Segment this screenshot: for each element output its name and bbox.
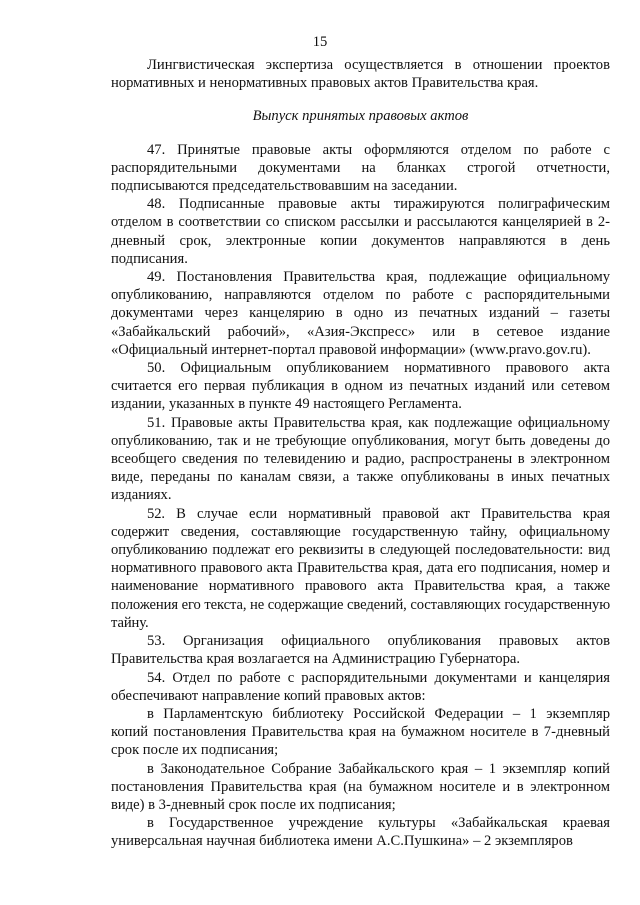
paragraph-53: 53. Организация официального опубликования правовых актов Правительства края возлагается на Администрацию Губернатора.: [111, 633, 610, 668]
intro-paragraph: Лингвистическая экспертиза осуществляется в отношении проектов нормативных и ненормативных правовых актов Правительства края.: [111, 57, 610, 92]
paragraph-49: 49. Постановления Правительства края, подлежащие официальному опубликованию, направляются отделом по работе с распорядительными документами через канцелярию в одно из печатных изданий – газеты «Забайкальский рабочий», «Азия-Экспресс» или в сетевое издание «Официальный интернет-портал правовой информации» (www.pravo.gov.ru).: [111, 269, 610, 358]
page-number: 15: [312, 34, 328, 50]
list-item-legislative-assembly: в Законодательное Собрание Забайкальского края – 1 экземпляр копий постановления Правительства края (на бумажном носителе и в электронном виде) в 3-дневный срок после их подписания;: [111, 760, 610, 813]
paragraph-48: 48. Подписанные правовые акты тиражируются полиграфическим отделом в соответствии со списком рассылки и рассылаются канцелярией в 2-дневный срок, электронные копии документов направляются в день подписания.: [111, 196, 610, 267]
list-item-state-library: в Государственное учреждение культуры «Забайкальская краевая универсальная научная библиотека имени А.С.Пушкина» – 2 экземпляров: [111, 815, 610, 850]
paragraph-47: 47. Принятые правовые акты оформляются отделом по работе с распорядительными документами на бланках строгой отчетности, подписываются председательствовавшим на заседании.: [111, 141, 610, 195]
list-item-parliament-library: в Парламентскую библиотеку Российской Федерации – 1 экземпляр копий постановления Правительства края на бумажном носителе в 7-дневный срок после их подписания;: [111, 705, 610, 759]
paragraph-52: 52. В случае если нормативный правовой акт Правительства края содержит сведения, составляющие государственную тайну, официальному опубликованию подлежат его реквизиты в следующей последовательности: вид нормативного правового акта Правительства края, дата его подписания, номер и наименование нормативного правового акта Правительства края, а также положения его текста, не содержащие сведений, составляющих государственную тайну.: [111, 505, 610, 631]
paragraph-51: 51. Правовые акты Правительства края, как подлежащие официальному опубликованию, так и не требующие опубликования, могут быть доведены до всеобщего сведения по телевидению и радио, распространены в электронном виде, переданы по каналам связи, а также опубликованы в иных печатных изданиях.: [111, 414, 610, 504]
document-body: [111, 56, 610, 851]
section-title: Выпуск принятых правовых актов: [252, 108, 469, 125]
paragraph-50: 50. Официальным опубликованием нормативного правового акта считается его первая публикация в одном из печатных изданий или сетевом издании, указанных в пункте 49 настоящего Регламента.: [111, 360, 610, 413]
paragraph-54: 54. Отдел по работе с распорядительными документами и канцелярия обеспечивают направление копий правовых актов:: [111, 669, 610, 704]
